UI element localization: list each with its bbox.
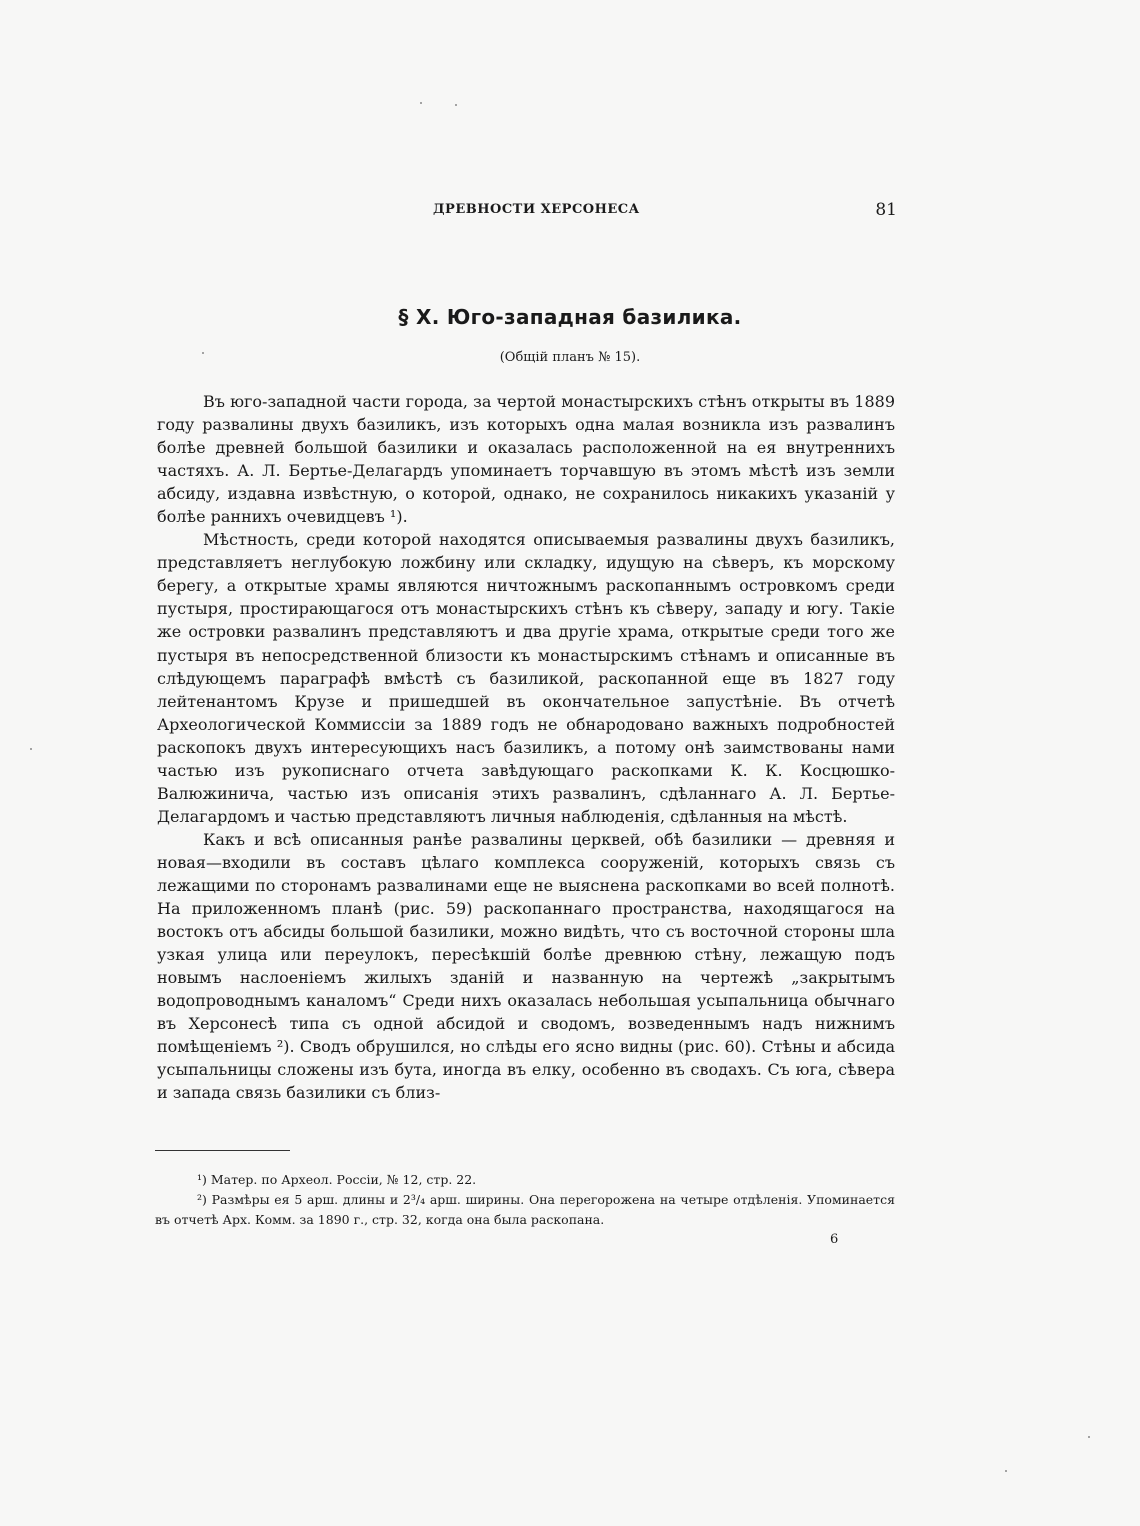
scan-speck	[420, 102, 422, 104]
page-number: 81	[875, 200, 897, 220]
footnote-1: ¹) Матер. по Археол. Россіи, № 12, стр. 22.	[197, 1172, 477, 1187]
scan-speck	[1088, 1436, 1090, 1438]
paragraph-1: Въ юго-западной части города, за чертой монастырскихъ стѣнъ открыты въ 1889 году развалины двухъ базиликъ, изъ которыхъ одна малая возникла изъ развалинъ болѣе древней большой базилики и оказалась расположенной на ея внутреннихъ частяхъ. А. Л. Бертье-Делагардъ упоминаетъ торчавшую въ этомъ мѣстѣ изъ земли абсиду, издавна извѣстную, о которой, однако, не сохранилось никакихъ указаній у болѣе раннихъ очевидцевъ ¹).	[157, 392, 895, 527]
paragraph-2: Мѣстность, среди которой находятся описываемыя развалины двухъ базиликъ, представляетъ неглубокую ложбину или складку, идущую на сѣверъ, къ морскому берегу, а открытые храмы являются ничтожнымъ раскопаннымъ островкомъ среди пустыря, простирающагося отъ монастырскихъ стѣнъ къ сѣверу, западу и югу. Такіе же островки развалинъ представляютъ и два другіе храма, открытые среди того же пустыря въ непосредственной близости къ монастырскимъ стѣнамъ и описанные въ слѣдующемъ параграфѣ вмѣстѣ съ базиликой, раскопанной еще въ 1827 году лейтенантомъ Крузе и пришедшей въ окончательное запустѣніе. Въ отчетѣ Археологической Коммиссіи за 1889 годъ не обнародовано важныхъ подробностей раскопокъ двухъ интересующихъ насъ базиликъ, а потому онѣ заимствованы нами частью изъ рукописнаго отчета завѣдующаго раскопками К. К. Косцюшко-Валюжинича, частью изъ описанія этихъ развалинъ, сдѣланнаго А. Л. Бертье-Делагардомъ и частью представляютъ личныя наблюденія, сдѣланныя на мѣстѣ.	[157, 530, 895, 826]
section-heading: § X. Юго-западная базилика.	[398, 305, 742, 329]
section-subheading: (Общій планъ № 15).	[499, 350, 641, 365]
scan-speck	[202, 352, 204, 354]
page-header	[0, 200, 1140, 224]
paragraph-3: Какъ и всѣ описанныя ранѣе развалины церквей, обѣ базилики — древняя и новая—входили въ составъ цѣлаго комплекса сооруженій, которыхъ связь съ лежащими по сторонамъ развалинами еще не выяснена раскопками во всей полнотѣ. На приложенномъ планѣ (рис. 59) раскопаннаго пространства, находящагося на востокъ отъ абсиды большой базилики, можно видѣть, что съ восточной стороны шла узкая улица или переулокъ, пересѣкшій болѣе древнюю стѣну, лежащую подъ новымъ наслоеніемъ жилыхъ зданій и названную на чертежѣ „закрытымъ водопроводнымъ каналомъ“ Среди нихъ оказалась небольшая усыпальница обычнаго въ Херсонесѣ типа съ одной абсидой и сводомъ, возведеннымъ надъ нижнимъ помѣщеніемъ ²). Сводъ обрушился, но слѣды его ясно видны (рис. 60). Стѣны и абсида усыпальницы сложены изъ бута, иногда въ елку, особенно въ сводахъ. Съ юга, сѣвера и запада связь базилики съ близ-	[157, 829, 895, 1103]
scan-speck	[30, 748, 32, 750]
footnotes	[155, 1170, 895, 1230]
footnote-divider	[155, 1150, 290, 1151]
scan-speck	[1005, 1470, 1007, 1472]
running-title: ДРЕВНОСТИ ХЕРСОНЕСА	[433, 202, 640, 217]
body-text	[157, 390, 895, 1104]
footnote-2: ²) Размѣры ея 5 арш. длины и 2³/₄ арш. ширины. Она перегорожена на четыре отдѣленія. Упоминается въ отчетѣ Арх. Комм. за 1890 г., стр. 32, когда она была раскопана.	[155, 1192, 895, 1227]
scan-speck	[455, 104, 457, 106]
signature-mark: 6	[830, 1232, 839, 1247]
